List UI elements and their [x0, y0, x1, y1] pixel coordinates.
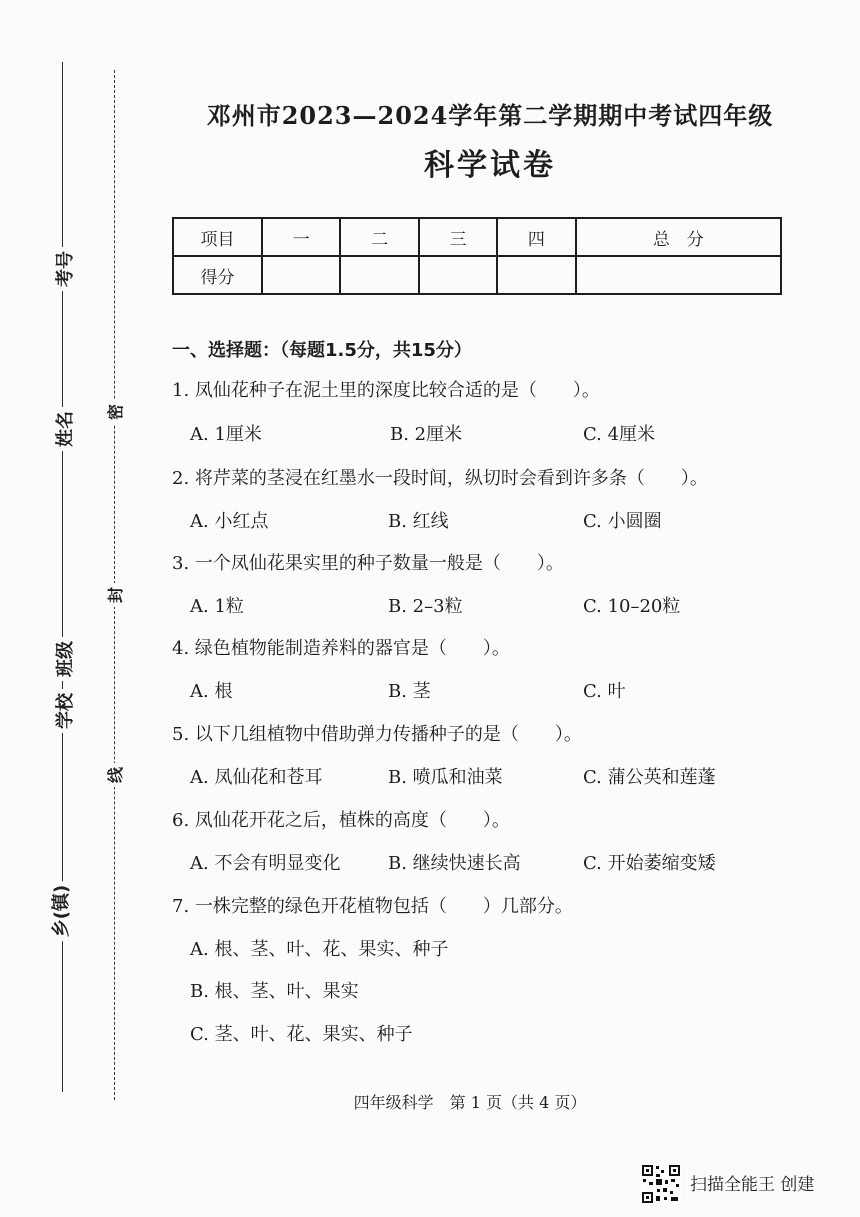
score-cell-item: 项目	[173, 218, 262, 256]
question-4: 4. 绿色植物能制造养料的器官是（ ）。	[172, 638, 510, 659]
q6-option-c: C. 开始萎缩变矮	[583, 853, 716, 874]
scanner-watermark: 扫描全能王 创建	[690, 1175, 815, 1195]
seal-xian: 线	[106, 763, 126, 787]
q7-option-a: A. 根、茎、叶、花、果实、种子	[190, 939, 449, 960]
question-1: 1. 凤仙花种子在泥土里的深度比较合适的是（ ）。	[172, 380, 600, 401]
score-blank-total	[576, 256, 781, 294]
seal-feng: 封	[106, 583, 126, 607]
score-table-header-row	[173, 218, 781, 256]
q5-option-c: C. 蒲公英和莲蓬	[583, 767, 716, 788]
score-blank-1	[262, 256, 340, 294]
q1-option-b: B. 2厘米	[390, 424, 463, 445]
score-cell-total: 总 分	[576, 218, 781, 256]
q7-option-b: B. 根、茎、叶、果实	[190, 981, 359, 1002]
q6-option-b: B. 继续快速长高	[388, 853, 521, 874]
score-blank-3	[419, 256, 497, 294]
question-3: 3. 一个凤仙花果实里的种子数量一般是（ ）。	[172, 553, 564, 574]
question-2: 2. 将芹菜的茎浸在红墨水一段时间，纵切时会看到许多条（ ）。	[172, 468, 708, 489]
seal-mi: 密	[106, 400, 126, 424]
qr-code-icon	[641, 1164, 681, 1204]
score-cell-4: 四	[497, 218, 575, 256]
q2-option-c: C. 小圆圈	[583, 511, 662, 532]
q3-option-a: A. 1粒	[190, 596, 244, 617]
q5-option-b: B. 喷瓜和油菜	[388, 767, 503, 788]
page-footer: 四年级科学 第 1 页（共 4 页）	[353, 1093, 587, 1112]
q5-option-a: A. 凤仙花和苍耳	[190, 767, 323, 788]
score-table	[172, 217, 782, 295]
q1-option-c: C. 4厘米	[583, 424, 656, 445]
section-title: 一、选择题：（每题1.5分，共15分）	[172, 340, 472, 361]
q7-option-c: C. 茎、叶、花、果实、种子	[190, 1024, 413, 1045]
score-row-label: 得分	[173, 256, 262, 294]
label-township: 乡(镇)	[51, 881, 73, 941]
q4-option-c: C. 叶	[583, 681, 626, 702]
q6-option-a: A. 不会有明显变化	[190, 853, 341, 874]
q4-option-a: A. 根	[190, 681, 233, 702]
q4-option-b: B. 茎	[388, 681, 431, 702]
score-blank-2	[340, 256, 418, 294]
score-table-score-row	[173, 256, 781, 294]
question-5: 5. 以下几组植物中借助弹力传播种子的是（ ）。	[172, 724, 582, 745]
label-exam-number: 考号	[55, 247, 77, 291]
exam-title: 邓州市2023—2024学年第二学期期中考试四年级	[206, 101, 774, 130]
q2-option-a: A. 小红点	[190, 511, 269, 532]
q3-option-b: B. 2–3粒	[388, 596, 463, 617]
label-name: 姓名	[55, 407, 77, 451]
score-blank-4	[497, 256, 575, 294]
q3-option-c: C. 10–20粒	[583, 596, 681, 617]
label-school: 学校	[55, 689, 77, 733]
q2-option-b: B. 红线	[388, 511, 449, 532]
q1-option-a: A. 1厘米	[190, 424, 262, 445]
exam-subtitle: 科学试卷	[424, 148, 556, 183]
score-cell-1: 一	[262, 218, 340, 256]
question-6: 6. 凤仙花开花之后，植株的高度（ ）。	[172, 810, 510, 831]
question-7: 7. 一株完整的绿色开花植物包括（ ）几部分。	[172, 896, 573, 917]
score-cell-3: 三	[419, 218, 497, 256]
label-class: 班级	[55, 637, 77, 681]
score-cell-2: 二	[340, 218, 418, 256]
